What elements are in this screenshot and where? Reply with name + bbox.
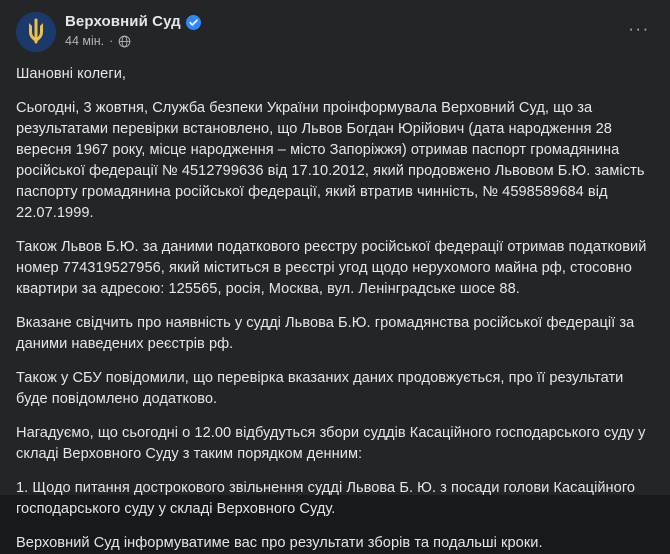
page-name[interactable]: Верховний Суд — [65, 13, 181, 30]
post-more-options-button[interactable]: ··· — [628, 19, 650, 38]
page-name-row — [65, 13, 624, 31]
post-timestamp[interactable]: 44 мін. — [65, 34, 105, 48]
public-globe-icon[interactable] — [118, 35, 131, 48]
coat-of-arms-icon — [16, 12, 56, 52]
post-paragraph: Сьогодні, 3 жовтня, Служба безпеки України проінформувала Верховний Суд, що за результатами перевірки встановлено, що Львов Богдан Юрійович (дата народження 28 вересня 1967 року, місце народження – місто Запоріжжя) отримав паспорт громадянина російської федерації № 4512799636 від 17.10.2012, який продовжено Львовом Б.Ю. замість паспорту громадянина російської федерації, який втратив чинність, № 4598589684 від 22.07.1999. — [16, 100, 645, 221]
post-meta-row — [65, 34, 624, 49]
post-paragraph: Вказане свідчить про наявність у судді Львова Б.Ю. громадянства російської федерації за даними наведених реєстрів рф. — [16, 315, 635, 352]
post-paragraph: Також у СБУ повідомили, що перевірка вказаних даних продовжується, про її результати буде повідомлено додатково. — [16, 370, 624, 407]
post-header — [16, 12, 654, 58]
post-paragraph: 1. Щодо питання дострокового звільнення судді Львова Б. Ю. з посади голови Касаційного господарського суду у складі Верховного Суду. — [16, 480, 636, 517]
post-paragraph: Також Львов Б.Ю. за даними податкового реєстру російської федерації отримав податковий номер 774319527956, який міститься в реєстрі угод щодо нерухомого майна рф, стосовно квартири за адресою: 125565, росія, Москва, вул. Ленінградське шосе 88. — [16, 239, 647, 297]
post-body — [16, 64, 654, 554]
post-paragraph: Верховний Суд інформуватиме вас про результати зборів та подальші кроки. — [16, 535, 543, 551]
verified-badge-icon — [186, 15, 201, 30]
avatar[interactable] — [16, 12, 56, 52]
post-header-text — [65, 12, 624, 49]
post-paragraph: Нагадуємо, що сьогодні о 12.00 відбудуться збори суддів Касаційного господарського суду у складі Верховного Суду з таким порядком денним: — [16, 425, 646, 462]
meta-separator: · — [109, 34, 114, 48]
post-paragraph: Шановні колеги, — [16, 66, 127, 82]
